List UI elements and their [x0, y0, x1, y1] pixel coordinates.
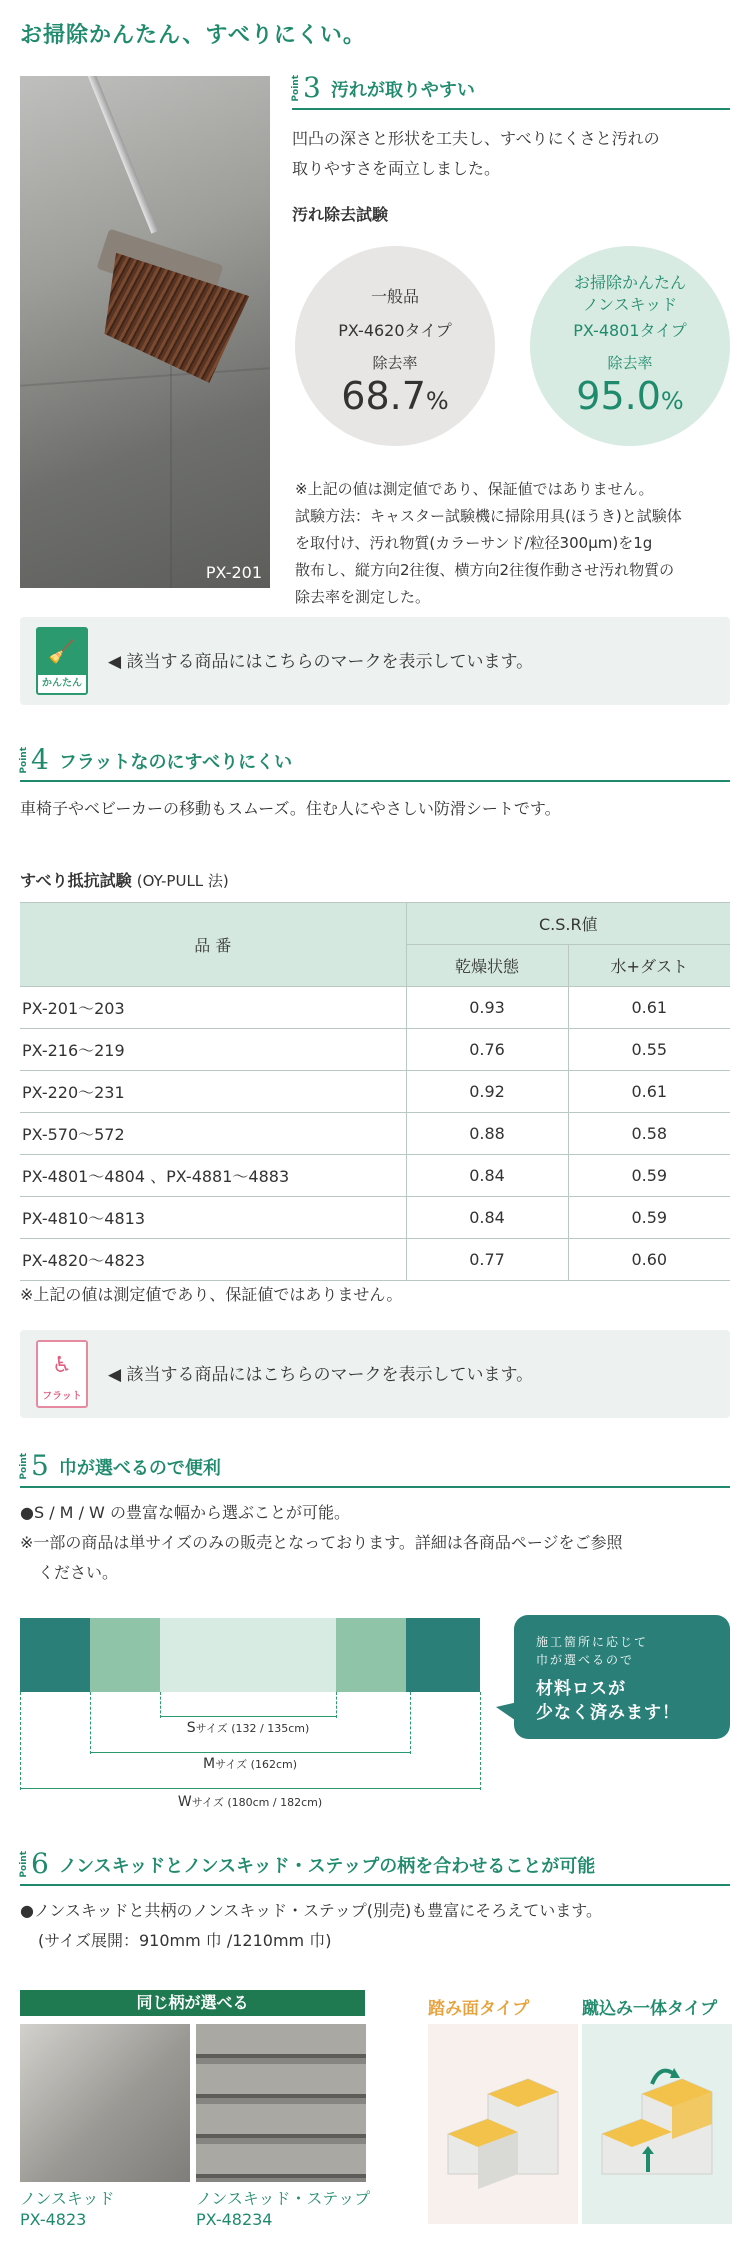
mark-message: ◀ 該当する商品にはこちらのマークを表示しています。	[108, 652, 534, 672]
kantan-mark	[36, 627, 88, 695]
table-row: PX-4820〜4823 0.77 0.60	[20, 1239, 730, 1281]
bubble-text: 材料ロスが	[536, 1679, 626, 1699]
point3-note	[295, 476, 735, 611]
rate-label: 除去率	[372, 354, 418, 372]
note-line: ※上記の値は測定値であり、保証値ではありません。	[295, 480, 654, 498]
nonskid-step-photo	[196, 2024, 366, 2182]
table-row: PX-4810〜4813 0.84 0.59	[20, 1197, 730, 1239]
point6-heading	[19, 1847, 730, 1886]
mark-label: かんたん	[42, 678, 82, 689]
note-line: 試験方法：キャスター試験機に掃除用具(ほうき)と試験体	[295, 507, 682, 525]
point-title: 汚れが取りやすい	[330, 80, 475, 102]
point-title: 巾が選べるので便利	[58, 1458, 221, 1480]
rate-value: 95.0	[576, 374, 661, 418]
bubble-text: 施工箇所に応じて	[536, 1635, 649, 1649]
dim-m: Mサイズ (162cm)	[202, 1756, 298, 1772]
point4-desc: 車椅子やベビーカーの移動もスムーズ。住む人にやさしい防滑シートです。	[20, 799, 561, 818]
broom-handle	[80, 76, 159, 234]
broom-icon: 🧹	[38, 629, 86, 675]
stair-type-integrated: 蹴込み一体タイプ	[582, 1999, 718, 2019]
nonskid-photo	[20, 2024, 190, 2182]
circle-line: ノンスキッド	[582, 295, 678, 314]
note-line: 散布し、縦方向2往復、横方向2往復作動させ汚れ物質の	[295, 561, 675, 579]
flat-mark	[36, 1340, 88, 1408]
point-tag: Point	[19, 747, 29, 774]
table-header: 水+ダスト	[568, 945, 730, 987]
main-title: お掃除かんたん、すべりにくい。	[20, 23, 366, 48]
mark-bar-kantan	[20, 617, 730, 705]
table-header: 品 番	[20, 903, 406, 987]
point5-bullet: ●S / M / W の豊富な幅から選ぶことが可能。	[20, 1503, 350, 1522]
point-number: 4	[31, 743, 49, 776]
stroller-icon: ♿	[38, 1342, 86, 1388]
point-tag: Point	[291, 75, 301, 102]
rate-unit: %	[660, 387, 684, 415]
point-number: 6	[31, 1847, 49, 1880]
point5-note: ください。	[38, 1563, 119, 1582]
width-bar	[20, 1618, 480, 1692]
speech-bubble	[514, 1615, 730, 1739]
point6-section	[19, 1847, 730, 1956]
photo-label: PX-201	[205, 563, 262, 582]
caption-nonskid-step: ノンスキッド・ステップ PX-48234	[196, 2189, 371, 2229]
bubble-text: 巾が選べるので	[536, 1653, 635, 1667]
mark-message: ◀ 該当する商品にはこちらのマークを表示しています。	[108, 1365, 534, 1385]
rate-unit: %	[425, 387, 449, 415]
table-row: PX-216〜219 0.76 0.55	[20, 1029, 730, 1071]
mark-bar-flat	[20, 1330, 730, 1418]
slip-resistance-table	[20, 902, 730, 1281]
note-line: を取付け、汚れ物質(カラーサンド/粒径300μm)を1g	[295, 534, 653, 552]
mark-label: フラット	[42, 1391, 82, 1402]
point3-heading	[291, 71, 730, 110]
circle-line: PX-4620タイプ	[338, 321, 452, 340]
same-pattern-header: 同じ柄が選べる	[20, 1990, 365, 2016]
table-row: PX-4801〜4804 、PX-4881〜4883 0.84 0.59	[20, 1155, 730, 1197]
point5-section	[19, 1449, 730, 1588]
point-number: 5	[31, 1449, 49, 1482]
test-title: すべり抵抗試験	[20, 871, 132, 890]
point-tag: Point	[19, 1851, 29, 1878]
point4-note: ※上記の値は測定値であり、保証値ではありません。	[20, 1285, 403, 1304]
test-subtitle: (OY-PULL 法)	[136, 872, 229, 890]
dim-s: Sサイズ (132 / 135cm)	[186, 1720, 310, 1736]
rate-label: 除去率	[607, 354, 653, 372]
point3-desc	[292, 124, 730, 184]
table-header: C.S.R値	[406, 903, 730, 945]
point6-bullet: ●ノンスキッドと共柄のノンスキッド・ステップ(別売)も豊富にそろえています。	[20, 1901, 602, 1920]
point5-note: ※一部の商品は単サイズのみの販売となっております。詳細は各商品ページをご参照	[20, 1533, 623, 1552]
point-title: ノンスキッドとノンスキッド・ステップの柄を合わせることが可能	[58, 1856, 596, 1878]
table-header: 乾燥状態	[406, 945, 568, 987]
circle-nonskid	[530, 246, 730, 446]
test-title: 汚れ除去試験	[292, 205, 389, 224]
point5-heading	[19, 1449, 730, 1488]
point4-heading	[19, 743, 730, 782]
table-row: PX-570〜572 0.88 0.58	[20, 1113, 730, 1155]
caption-nonskid: ノンスキッド PX-4823	[20, 2189, 115, 2229]
point-title: フラットなのにすべりにくい	[58, 752, 293, 774]
point6-sub: (サイズ展開：910mm 巾 /1210mm 巾)	[38, 1931, 332, 1950]
rate-value: 68.7	[341, 374, 426, 418]
desc-line: 凹凸の深さと形状を工夫し、すべりにくさと汚れの	[292, 129, 660, 148]
circle-general	[295, 246, 495, 446]
integrated-type-illustration	[582, 2024, 732, 2224]
broom-floor-photo	[20, 76, 270, 588]
point-tag: Point	[19, 1453, 29, 1480]
point3-section	[291, 71, 730, 225]
point-number: 3	[303, 71, 321, 104]
bubble-text: 少なく済みます！	[536, 1703, 680, 1723]
point4-section	[19, 743, 730, 891]
table-row: PX-220〜231 0.92 0.61	[20, 1071, 730, 1113]
desc-line: 取りやすさを両立しました。	[292, 159, 501, 178]
stair-type-tread: 踏み面タイプ	[428, 1999, 530, 2019]
tread-type-illustration	[428, 2024, 578, 2224]
table-row: PX-201〜203 0.93 0.61	[20, 987, 730, 1029]
note-line: 除去率を測定した。	[295, 588, 431, 606]
circle-line: PX-4801タイプ	[573, 321, 687, 340]
circle-line: 一般品	[370, 287, 419, 306]
dim-w: Wサイズ (180cm / 182cm)	[177, 1794, 323, 1810]
circle-line: お掃除かんたん	[573, 273, 686, 292]
